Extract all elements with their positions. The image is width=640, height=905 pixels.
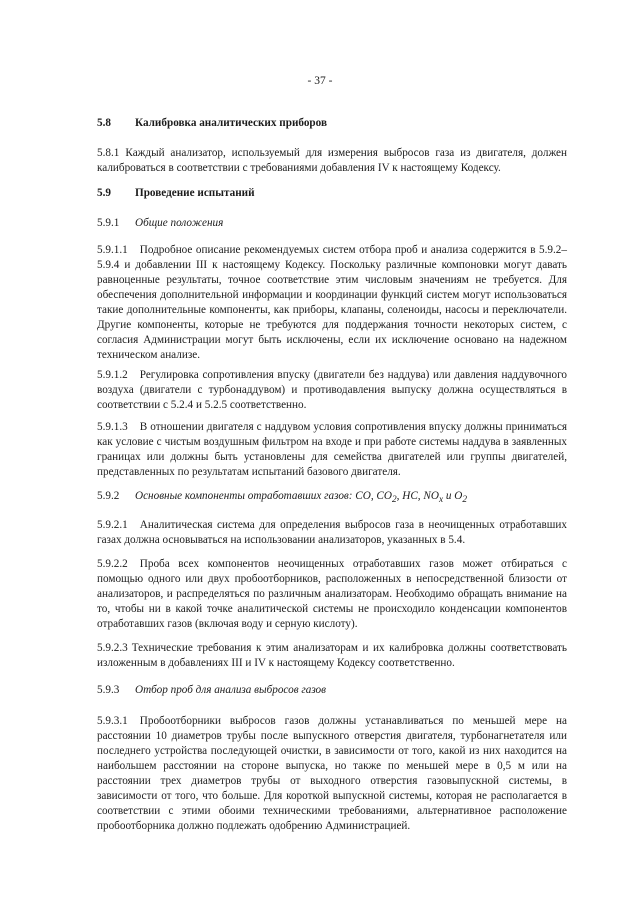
paragraph-text: Подробное описание рекомендуемых систем отбора проб и анализа содержится в 5.9.2–5.9.4 и добавлении III к настоящему Кодексу. Поскольку различные компоновки могут давать равноценные результаты, точное соответствие этим числовым значениям не требуется. Для обеспечения дополнительной информации и координации функций систем могут использоваться такие дополнительные компоненты, как приборы, клапаны, соленоиды, насосы и переключатели. Другие компоненты, которые не требуются для поддержания точности некоторых систем, с согласия Администрации могут быть исключены, если их исключение основано на надежном техническом анализе. [97,244,567,361]
paragraph-5-9-1-1 [97,243,567,363]
paragraph-5-8-1 [97,146,567,176]
paragraph-number: 5.9.1.2 [97,369,128,381]
paragraph-5-9-2-3 [97,641,567,671]
paragraph-number: 5.9.2.2 [97,558,128,570]
section-title: Проведение испытаний [135,187,255,199]
paragraph-number: 5.9.2.3 [97,642,128,654]
paragraph-text: Технические требования к этим анализаторам и их калибровка должны соответствовать изложенным в добавлениях III и IV к настоящему Кодексу соответственно. [97,642,567,669]
page-number: - 37 - [307,75,333,87]
section-number: 5.9 [97,187,111,199]
paragraph-text: Пробоотборники выбросов газов должны устанавливаться по меньшей мере на расстоянии 10 диаметров трубы после выпускного отверстия двигателя, турбонагнетателя или последнего устройства последующей очистки, в зависимости от того, какой из них находится на наибольшем расстоянии на стороне выпуска, но также по меньшей мере в 0,5 м или на расстоянии трех диаметров трубы от выходного отверстия газовыпускной системы, в зависимости от того, что больше. Для короткой выпускной системы, которая не располагается в соответствии с этими обоими техническими требованиями, альтернативное расположение пробоотборника должно подлежать одобрению Администрацией. [97,715,567,832]
paragraph-5-9-2-1 [97,518,567,548]
paragraph-number: 5.8.1 [97,147,120,159]
paragraph-number: 5.9.2.1 [97,519,128,531]
section-number: 5.8 [97,117,111,129]
subsection-number: 5.9.3 [97,684,120,696]
paragraph-text: Проба всех компонентов неочищенных отработавших газов может отбираться с помощью одного или двух пробоотборников, расположенных в непосредственной близости от анализаторов, и распределяться по различным анализаторам. Необходимо обращать внимание на то, чтобы ни в какой точке аналитической системы не происходило конденсации компонентов отработавших газов (включая воду и серную кислоту). [97,558,567,630]
subsection-heading-5-9-1 [97,216,567,231]
paragraph-number: 5.9.1.3 [97,421,128,433]
paragraph-5-9-1-2 [97,368,567,413]
paragraph-text: В отношении двигателя с наддувом условия сопротивления впуску должны приниматься как условие с чистым воздушным фильтром на входе и при работе системы наддува в заявленных границах или должны быть установлены для семейства двигателей или группы двигателей, представленных по результатам испытаний базового двигателя. [97,421,567,478]
subsection-heading-5-9-2 [97,489,567,508]
paragraph-5-9-2-2 [97,557,567,632]
subsection-number: 5.9.2 [97,490,120,502]
section-heading-5-9 [97,186,567,201]
section-title: Калибровка аналитических приборов [135,117,328,129]
subsection-title: Основные компоненты отработавших газов: CO, $CO_2$, HC, $NO_x$ и $O_2$ [135,490,468,506]
paragraph-number: 5.9.3.1 [97,715,128,727]
subsection-title: Общие положения [135,217,224,229]
subsection-title: Отбор проб для анализа выбросов газов [135,684,326,696]
paragraph-text: Каждый анализатор, используемый для измерения выбросов газа из двигателя, должен калиброваться в соответствии с требованиями добавления IV к настоящему Кодексу. [97,147,567,174]
paragraph-text: Аналитическая система для определения выбросов газа в неочищенных отработавших газах должна основываться на использовании анализаторов, указанных в 5.4. [97,519,567,546]
paragraph-number: 5.9.1.1 [97,244,128,256]
paragraph-text: Регулировка сопротивления впуску (двигатели без наддува) или давления наддувочного воздуха (двигатели с турбонаддувом) и противодавления выпуску должна осуществляться в соответствии с 5.2.4 и 5.2.5 соответственно. [97,369,567,411]
subsection-heading-5-9-3 [97,683,567,698]
paragraph-5-9-1-3 [97,420,567,480]
section-heading-5-8 [97,116,567,131]
subsection-number: 5.9.1 [97,217,120,229]
paragraph-5-9-3-1 [97,714,567,834]
